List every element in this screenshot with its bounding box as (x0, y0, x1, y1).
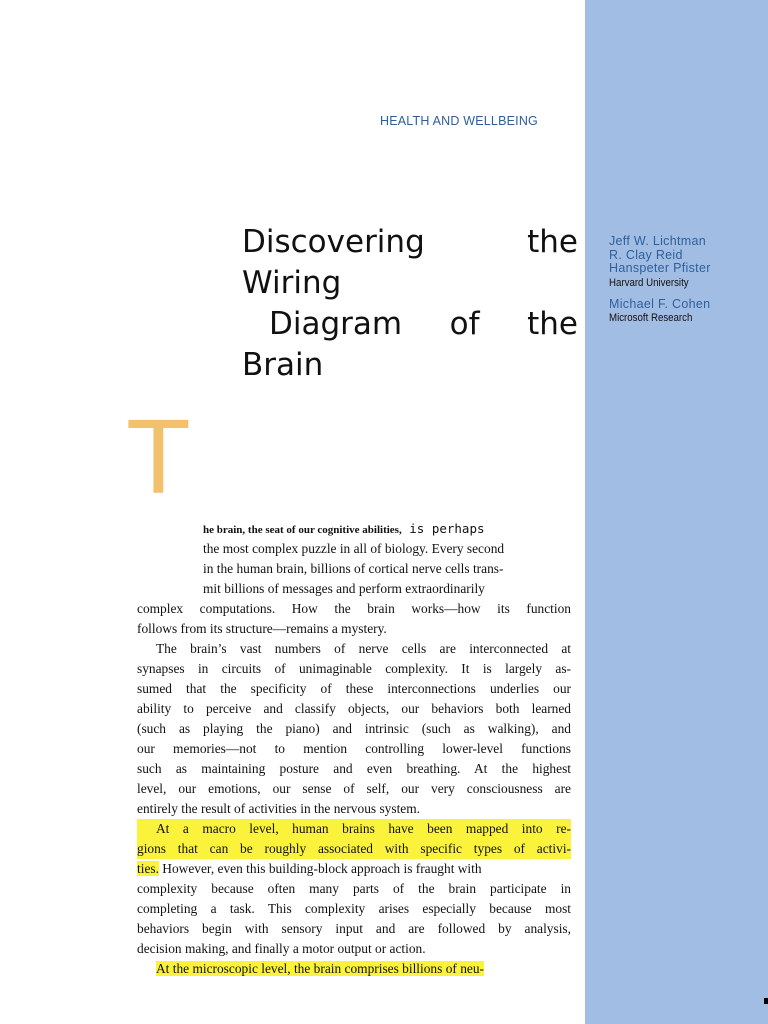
article-body (137, 519, 571, 979)
body-line: sumed that the specificity of these interconnections underlies our (137, 681, 571, 696)
title-line (242, 263, 578, 304)
title-word: of (449, 306, 480, 342)
title-word: Brain (242, 347, 324, 383)
highlighted-text: At the microscopic level, the brain comprises billions of neu- (156, 961, 484, 976)
author-name: Michael F. Cohen (609, 296, 711, 311)
body-line: the most complex puzzle in all of biology. Every second (203, 541, 505, 556)
body-line: completing a task. This complexity arises especially because most (137, 901, 571, 916)
title-word: Discovering (242, 224, 425, 260)
author-name: Jeff W. Lichtman (609, 234, 706, 248)
body-line: complex computations. How the brain works—how its function (137, 601, 571, 616)
body-line (137, 859, 571, 879)
lead-in-text: he brain, the seat of our cognitive abilities, (203, 524, 402, 536)
title-line (242, 345, 578, 386)
article-title (242, 222, 578, 386)
drop-cap: T (126, 398, 191, 516)
title-line (242, 222, 578, 263)
body-line: such as maintaining posture and even breathing. At the highest (137, 761, 571, 776)
body-line: ability to perceive and classify objects, our behaviors both learned (137, 701, 571, 716)
author-affiliation: Harvard University (609, 276, 689, 289)
sidebar-panel (585, 0, 768, 1024)
title-word: Wiring (242, 265, 342, 301)
title-line (242, 304, 578, 345)
body-line: synapses in circuits of unimaginable complexity. It is largely as- (137, 661, 571, 676)
body-line: behaviors begin with sensory input and are followed by analysis, (137, 921, 571, 936)
body-line: The brain’s vast numbers of nerve cells are interconnected at (156, 641, 571, 656)
title-word: the (527, 224, 578, 260)
body-line (137, 959, 571, 979)
body-line: complexity because often many parts of the brain participate in (137, 881, 571, 896)
highlighted-line: gions that can be roughly associated with specific types of activi- (137, 839, 571, 859)
body-line: mit billions of messages and perform extraordinarily (203, 581, 485, 596)
title-word: the (527, 306, 578, 342)
body-line: in the human brain, billions of cortical nerve cells trans- (203, 561, 504, 576)
author-list (609, 235, 759, 325)
body-line: our memories—not to mention controlling lower-level functions (137, 741, 571, 756)
body-line: (such as playing the piano) and intrinsic (such as walking), and (137, 721, 571, 736)
title-word: Diagram (269, 306, 403, 342)
highlighted-line: At a macro level, human brains have been mapped into re- (137, 819, 571, 839)
author-name: R. Clay Reid (609, 247, 683, 262)
body-line: level, our emotions, our sense of self, our very consciousness are (137, 781, 571, 796)
author-affiliation: Microsoft Research (609, 312, 693, 324)
page-corner-mark (764, 998, 768, 1004)
body-line: decision making, and finally a motor output or action. (137, 941, 426, 956)
body-line: entirely the result of activities in the nervous system. (137, 801, 420, 816)
section-label: HEALTH AND WELLBEING (380, 114, 538, 128)
highlighted-text: ties. (137, 861, 159, 876)
body-line (137, 519, 571, 539)
lead-in-continuation: is perhaps (401, 521, 485, 536)
author-name: Hanspeter Pfister (609, 261, 711, 275)
body-line: follows from its structure—remains a mystery. (137, 621, 387, 636)
body-text: However, even this building-block approach is fraught with (158, 861, 482, 876)
